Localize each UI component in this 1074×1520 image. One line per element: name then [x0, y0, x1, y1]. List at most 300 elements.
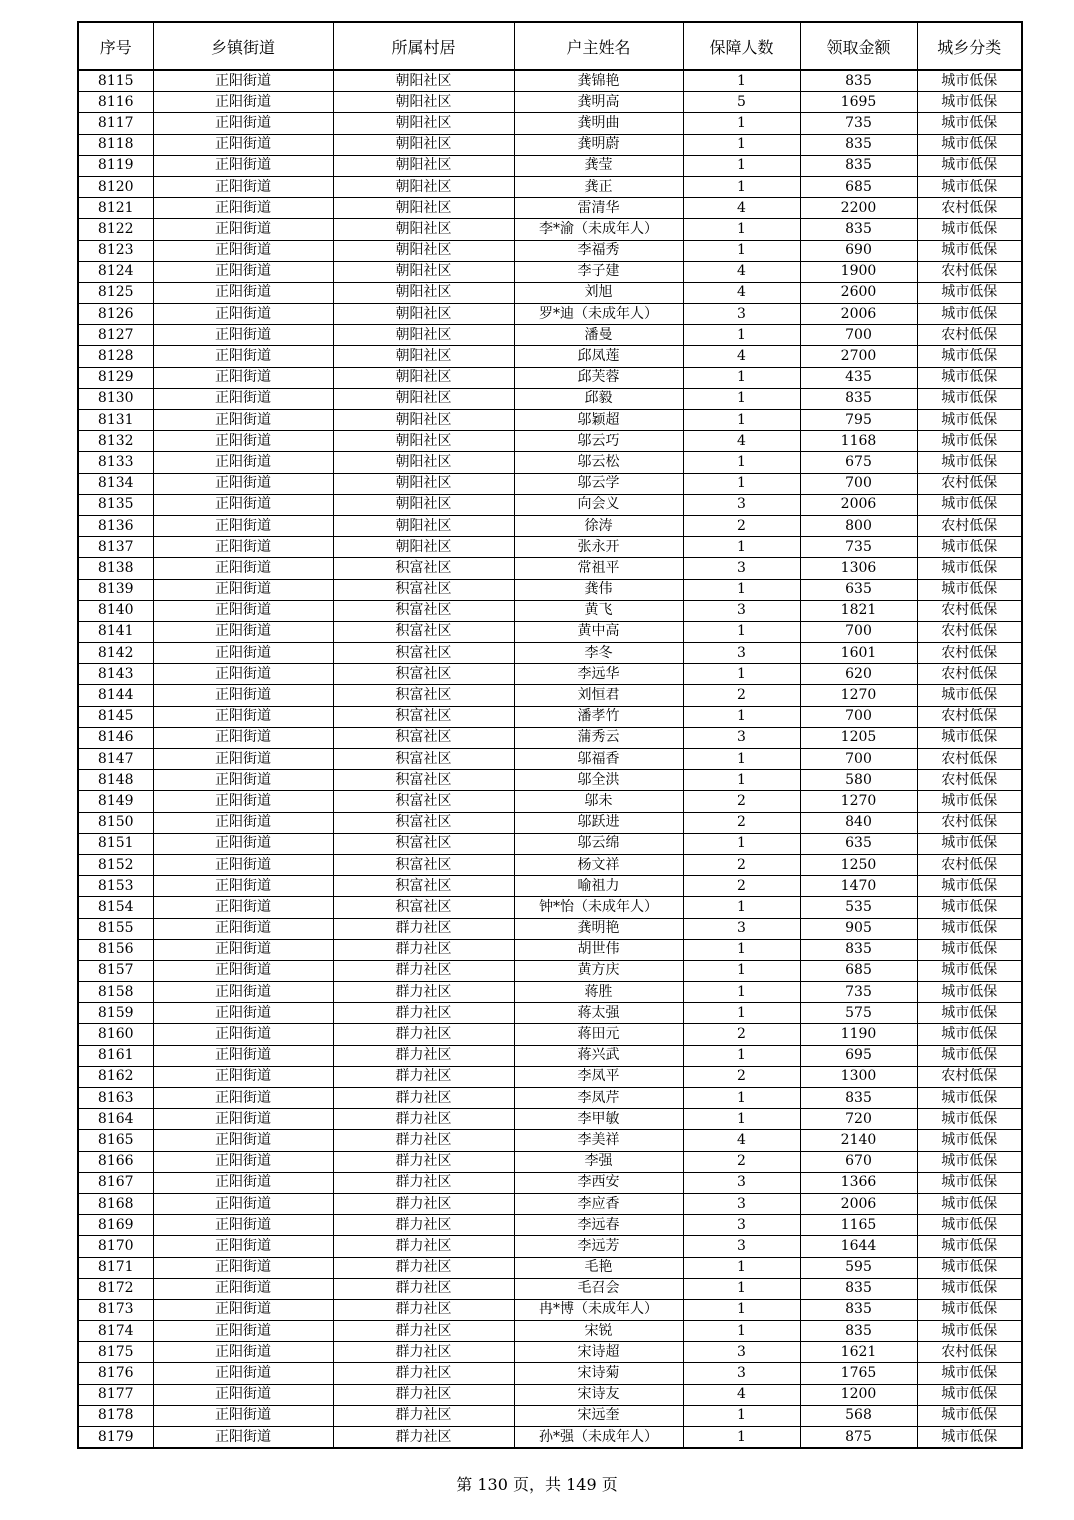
people-count-cell: 3 [683, 1172, 800, 1193]
table-row [78, 113, 1022, 134]
category-cell: 城市低保 [917, 897, 1022, 918]
township-cell: 正阳街道 [153, 558, 333, 579]
township-cell: 正阳街道 [153, 812, 333, 833]
community-cell: 朝阳社区 [333, 70, 514, 92]
people-count-cell: 1 [683, 960, 800, 981]
table-row [78, 833, 1022, 854]
township-cell: 正阳街道 [153, 1172, 333, 1193]
amount-cell: 595 [800, 1257, 917, 1278]
people-count-cell: 3 [683, 918, 800, 939]
people-count-cell: 1 [683, 325, 800, 346]
township-cell: 正阳街道 [153, 897, 333, 918]
people-count-cell: 1 [683, 1003, 800, 1024]
community-cell: 朝阳社区 [333, 219, 514, 240]
community-cell: 积富社区 [333, 664, 514, 685]
header-people-count: 保障人数 [683, 22, 800, 70]
community-cell: 积富社区 [333, 897, 514, 918]
community-cell: 朝阳社区 [333, 537, 514, 558]
householder-cell: 李西安 [514, 1172, 683, 1193]
table-row [78, 1342, 1022, 1363]
table-row [78, 706, 1022, 727]
table-row [78, 304, 1022, 325]
people-count-cell: 1 [683, 367, 800, 388]
amount-cell: 685 [800, 176, 917, 197]
table-row [78, 1236, 1022, 1257]
category-cell: 城市低保 [917, 960, 1022, 981]
community-cell: 群力社区 [333, 1130, 514, 1151]
people-count-cell: 1 [683, 452, 800, 473]
householder-cell: 李甲敏 [514, 1109, 683, 1130]
householder-cell: 李凤芹 [514, 1088, 683, 1109]
community-cell: 朝阳社区 [333, 494, 514, 515]
people-count-cell: 1 [683, 1088, 800, 1109]
township-cell: 正阳街道 [153, 388, 333, 409]
category-cell: 城市低保 [917, 1130, 1022, 1151]
amount-cell: 2200 [800, 198, 917, 219]
people-count-cell: 2 [683, 1024, 800, 1045]
serial-cell: 8177 [78, 1384, 153, 1405]
amount-cell: 1621 [800, 1342, 917, 1363]
people-count-cell: 1 [683, 897, 800, 918]
householder-cell: 邬颖超 [514, 410, 683, 431]
householder-cell: 杨文祥 [514, 854, 683, 875]
table-row [78, 219, 1022, 240]
table-row [78, 1363, 1022, 1384]
township-cell: 正阳街道 [153, 1109, 333, 1130]
householder-cell: 李远春 [514, 1215, 683, 1236]
category-cell: 城市低保 [917, 1045, 1022, 1066]
amount-cell: 835 [800, 388, 917, 409]
amount-cell: 2700 [800, 346, 917, 367]
category-cell: 城市低保 [917, 918, 1022, 939]
serial-cell: 8143 [78, 664, 153, 685]
serial-cell: 8117 [78, 113, 153, 134]
people-count-cell: 1 [683, 1109, 800, 1130]
community-cell: 群力社区 [333, 1024, 514, 1045]
table-row [78, 431, 1022, 452]
people-count-cell: 1 [683, 1405, 800, 1426]
township-cell: 正阳街道 [153, 854, 333, 875]
township-cell: 正阳街道 [153, 92, 333, 113]
people-count-cell: 2 [683, 854, 800, 875]
table-row [78, 1045, 1022, 1066]
township-cell: 正阳街道 [153, 346, 333, 367]
table-row [78, 537, 1022, 558]
serial-cell: 8128 [78, 346, 153, 367]
amount-cell: 2006 [800, 494, 917, 515]
township-cell: 正阳街道 [153, 876, 333, 897]
serial-cell: 8144 [78, 685, 153, 706]
amount-cell: 835 [800, 1299, 917, 1320]
table-row [78, 1151, 1022, 1172]
householder-cell: 李应香 [514, 1193, 683, 1214]
community-cell: 群力社区 [333, 1088, 514, 1109]
table-row [78, 198, 1022, 219]
people-count-cell: 1 [683, 939, 800, 960]
householder-cell: 徐涛 [514, 515, 683, 536]
community-cell: 朝阳社区 [333, 367, 514, 388]
community-cell: 群力社区 [333, 1172, 514, 1193]
township-cell: 正阳街道 [153, 304, 333, 325]
serial-cell: 8129 [78, 367, 153, 388]
category-cell: 农村低保 [917, 1066, 1022, 1087]
serial-cell: 8138 [78, 558, 153, 579]
householder-cell: 邬福香 [514, 749, 683, 770]
householder-cell: 龚正 [514, 176, 683, 197]
householder-cell: 蒋胜 [514, 982, 683, 1003]
serial-cell: 8155 [78, 918, 153, 939]
community-cell: 积富社区 [333, 876, 514, 897]
category-cell: 城市低保 [917, 1278, 1022, 1299]
serial-cell: 8154 [78, 897, 153, 918]
community-cell: 积富社区 [333, 833, 514, 854]
householder-cell: 邱芙蓉 [514, 367, 683, 388]
township-cell: 正阳街道 [153, 643, 333, 664]
township-cell: 正阳街道 [153, 939, 333, 960]
community-cell: 群力社区 [333, 1342, 514, 1363]
township-cell: 正阳街道 [153, 1088, 333, 1109]
amount-cell: 735 [800, 113, 917, 134]
serial-cell: 8175 [78, 1342, 153, 1363]
table-row [78, 1405, 1022, 1426]
table-row [78, 558, 1022, 579]
amount-cell: 695 [800, 1045, 917, 1066]
householder-cell: 黄中高 [514, 621, 683, 642]
table-row [78, 897, 1022, 918]
serial-cell: 8133 [78, 452, 153, 473]
amount-cell: 568 [800, 1405, 917, 1426]
amount-cell: 835 [800, 1088, 917, 1109]
table-row [78, 1427, 1022, 1449]
householder-cell: 邱凤莲 [514, 346, 683, 367]
table-row [78, 1215, 1022, 1236]
people-count-cell: 3 [683, 304, 800, 325]
township-cell: 正阳街道 [153, 579, 333, 600]
amount-cell: 835 [800, 939, 917, 960]
community-cell: 群力社区 [333, 1151, 514, 1172]
amount-cell: 1270 [800, 685, 917, 706]
township-cell: 正阳街道 [153, 1342, 333, 1363]
township-cell: 正阳街道 [153, 1236, 333, 1257]
township-cell: 正阳街道 [153, 960, 333, 981]
householder-cell: 蒋太强 [514, 1003, 683, 1024]
householder-cell: 龚明曲 [514, 113, 683, 134]
table-row [78, 1003, 1022, 1024]
householder-cell: 邱毅 [514, 388, 683, 409]
amount-cell: 1695 [800, 92, 917, 113]
township-cell: 正阳街道 [153, 1299, 333, 1320]
township-cell: 正阳街道 [153, 367, 333, 388]
category-cell: 城市低保 [917, 282, 1022, 303]
serial-cell: 8147 [78, 749, 153, 770]
table-row [78, 155, 1022, 176]
serial-cell: 8152 [78, 854, 153, 875]
amount-cell: 1250 [800, 854, 917, 875]
householder-cell: 喻祖力 [514, 876, 683, 897]
community-cell: 朝阳社区 [333, 325, 514, 346]
community-cell: 群力社区 [333, 1363, 514, 1384]
serial-cell: 8149 [78, 791, 153, 812]
page-footer: 第 130 页，共 149 页 [456, 1475, 618, 1494]
township-cell: 正阳街道 [153, 1405, 333, 1426]
serial-cell: 8122 [78, 219, 153, 240]
table-row [78, 346, 1022, 367]
header-community: 所属村居 [333, 22, 514, 70]
people-count-cell: 3 [683, 1236, 800, 1257]
serial-cell: 8173 [78, 1299, 153, 1320]
serial-cell: 8159 [78, 1003, 153, 1024]
township-cell: 正阳街道 [153, 325, 333, 346]
community-cell: 朝阳社区 [333, 282, 514, 303]
community-cell: 群力社区 [333, 960, 514, 981]
householder-cell: 常祖平 [514, 558, 683, 579]
people-count-cell: 4 [683, 1130, 800, 1151]
householder-cell: 龚明高 [514, 92, 683, 113]
people-count-cell: 1 [683, 664, 800, 685]
amount-cell: 1205 [800, 727, 917, 748]
header-category: 城乡分类 [917, 22, 1022, 70]
community-cell: 朝阳社区 [333, 113, 514, 134]
householder-cell: 邬跃进 [514, 812, 683, 833]
category-cell: 农村低保 [917, 600, 1022, 621]
amount-cell: 1470 [800, 876, 917, 897]
serial-cell: 8130 [78, 388, 153, 409]
amount-cell: 835 [800, 1321, 917, 1342]
table-header [78, 22, 1022, 70]
serial-cell: 8158 [78, 982, 153, 1003]
table-row [78, 770, 1022, 791]
serial-cell: 8135 [78, 494, 153, 515]
header-row [78, 22, 1022, 70]
householder-cell: 李强 [514, 1151, 683, 1172]
amount-cell: 1900 [800, 261, 917, 282]
category-cell: 城市低保 [917, 685, 1022, 706]
amount-cell: 2006 [800, 1193, 917, 1214]
amount-cell: 1366 [800, 1172, 917, 1193]
serial-cell: 8156 [78, 939, 153, 960]
township-cell: 正阳街道 [153, 282, 333, 303]
householder-cell: 李凤平 [514, 1066, 683, 1087]
community-cell: 群力社区 [333, 918, 514, 939]
category-cell: 城市低保 [917, 1299, 1022, 1320]
serial-cell: 8160 [78, 1024, 153, 1045]
people-count-cell: 3 [683, 600, 800, 621]
community-cell: 积富社区 [333, 579, 514, 600]
category-cell: 城市低保 [917, 1193, 1022, 1214]
category-cell: 农村低保 [917, 473, 1022, 494]
community-cell: 群力社区 [333, 1045, 514, 1066]
category-cell: 城市低保 [917, 1024, 1022, 1045]
householder-cell: 李冬 [514, 643, 683, 664]
table-row [78, 452, 1022, 473]
amount-cell: 675 [800, 452, 917, 473]
township-cell: 正阳街道 [153, 515, 333, 536]
amount-cell: 435 [800, 367, 917, 388]
amount-cell: 835 [800, 1278, 917, 1299]
householder-cell: 李远华 [514, 664, 683, 685]
category-cell: 城市低保 [917, 1236, 1022, 1257]
people-count-cell: 1 [683, 134, 800, 155]
township-cell: 正阳街道 [153, 494, 333, 515]
township-cell: 正阳街道 [153, 600, 333, 621]
amount-cell: 720 [800, 1109, 917, 1130]
householder-cell: 龚伟 [514, 579, 683, 600]
amount-cell: 835 [800, 219, 917, 240]
householder-cell: 潘曼 [514, 325, 683, 346]
householder-cell: 毛艳 [514, 1257, 683, 1278]
category-cell: 城市低保 [917, 876, 1022, 897]
serial-cell: 8148 [78, 770, 153, 791]
header-serial: 序号 [78, 22, 153, 70]
people-count-cell: 1 [683, 770, 800, 791]
people-count-cell: 3 [683, 1342, 800, 1363]
householder-cell: 龚明艳 [514, 918, 683, 939]
serial-cell: 8115 [78, 70, 153, 92]
householder-cell: 黄飞 [514, 600, 683, 621]
header-amount: 领取金额 [800, 22, 917, 70]
table-row [78, 494, 1022, 515]
community-cell: 群力社区 [333, 1405, 514, 1426]
amount-cell: 1190 [800, 1024, 917, 1045]
table-row [78, 367, 1022, 388]
householder-cell: 蒲秀云 [514, 727, 683, 748]
community-cell: 群力社区 [333, 1236, 514, 1257]
table-row [78, 1130, 1022, 1151]
householder-cell: 宋锐 [514, 1321, 683, 1342]
township-cell: 正阳街道 [153, 1257, 333, 1278]
township-cell: 正阳街道 [153, 473, 333, 494]
community-cell: 朝阳社区 [333, 155, 514, 176]
table-row [78, 1109, 1022, 1130]
serial-cell: 8150 [78, 812, 153, 833]
householder-cell: 李远芳 [514, 1236, 683, 1257]
amount-cell: 635 [800, 833, 917, 854]
serial-cell: 8126 [78, 304, 153, 325]
table-row [78, 600, 1022, 621]
township-cell: 正阳街道 [153, 1024, 333, 1045]
township-cell: 正阳街道 [153, 706, 333, 727]
category-cell: 城市低保 [917, 494, 1022, 515]
amount-cell: 1300 [800, 1066, 917, 1087]
householder-cell: 李福秀 [514, 240, 683, 261]
table-row [78, 1088, 1022, 1109]
community-cell: 积富社区 [333, 706, 514, 727]
community-cell: 积富社区 [333, 600, 514, 621]
people-count-cell: 3 [683, 643, 800, 664]
table-row [78, 1299, 1022, 1320]
amount-cell: 1200 [800, 1384, 917, 1405]
table-row [78, 134, 1022, 155]
township-cell: 正阳街道 [153, 1130, 333, 1151]
serial-cell: 8170 [78, 1236, 153, 1257]
amount-cell: 700 [800, 473, 917, 494]
category-cell: 城市低保 [917, 367, 1022, 388]
amount-cell: 690 [800, 240, 917, 261]
serial-cell: 8136 [78, 515, 153, 536]
people-count-cell: 1 [683, 621, 800, 642]
category-cell: 城市低保 [917, 219, 1022, 240]
category-cell: 城市低保 [917, 791, 1022, 812]
category-cell: 农村低保 [917, 854, 1022, 875]
category-cell: 农村低保 [917, 1342, 1022, 1363]
people-count-cell: 1 [683, 749, 800, 770]
serial-cell: 8137 [78, 537, 153, 558]
township-cell: 正阳街道 [153, 1384, 333, 1405]
category-cell: 城市低保 [917, 558, 1022, 579]
township-cell: 正阳街道 [153, 431, 333, 452]
category-cell: 城市低保 [917, 1427, 1022, 1449]
township-cell: 正阳街道 [153, 1045, 333, 1066]
householder-cell: 邬云绵 [514, 833, 683, 854]
people-count-cell: 1 [683, 1427, 800, 1449]
table-row [78, 410, 1022, 431]
serial-cell: 8162 [78, 1066, 153, 1087]
amount-cell: 1306 [800, 558, 917, 579]
amount-cell: 905 [800, 918, 917, 939]
amount-cell: 795 [800, 410, 917, 431]
table-row [78, 749, 1022, 770]
serial-cell: 8119 [78, 155, 153, 176]
people-count-cell: 1 [683, 70, 800, 92]
community-cell: 朝阳社区 [333, 240, 514, 261]
header-township: 乡镇街道 [153, 22, 333, 70]
table-row [78, 791, 1022, 812]
serial-cell: 8169 [78, 1215, 153, 1236]
category-cell: 城市低保 [917, 537, 1022, 558]
township-cell: 正阳街道 [153, 1215, 333, 1236]
community-cell: 朝阳社区 [333, 452, 514, 473]
category-cell: 城市低保 [917, 939, 1022, 960]
serial-cell: 8141 [78, 621, 153, 642]
serial-cell: 8145 [78, 706, 153, 727]
householder-cell: 孙*强（未成年人） [514, 1427, 683, 1449]
people-count-cell: 1 [683, 113, 800, 134]
amount-cell: 2140 [800, 1130, 917, 1151]
people-count-cell: 5 [683, 92, 800, 113]
householder-cell: 雷清华 [514, 198, 683, 219]
table-row [78, 1257, 1022, 1278]
category-cell: 城市低保 [917, 1003, 1022, 1024]
amount-cell: 875 [800, 1427, 917, 1449]
householder-cell: 蒋兴武 [514, 1045, 683, 1066]
amount-cell: 835 [800, 70, 917, 92]
serial-cell: 8172 [78, 1278, 153, 1299]
community-cell: 群力社区 [333, 982, 514, 1003]
township-cell: 正阳街道 [153, 176, 333, 197]
category-cell: 城市低保 [917, 70, 1022, 92]
township-cell: 正阳街道 [153, 1321, 333, 1342]
amount-cell: 580 [800, 770, 917, 791]
serial-cell: 8168 [78, 1193, 153, 1214]
township-cell: 正阳街道 [153, 791, 333, 812]
amount-cell: 1168 [800, 431, 917, 452]
community-cell: 积富社区 [333, 643, 514, 664]
category-cell: 城市低保 [917, 388, 1022, 409]
people-count-cell: 1 [683, 176, 800, 197]
category-cell: 农村低保 [917, 664, 1022, 685]
householder-cell: 刘恒君 [514, 685, 683, 706]
township-cell: 正阳街道 [153, 240, 333, 261]
table-row [78, 876, 1022, 897]
householder-cell: 龚明蔚 [514, 134, 683, 155]
amount-cell: 1644 [800, 1236, 917, 1257]
householder-cell: 邬未 [514, 791, 683, 812]
serial-cell: 8142 [78, 643, 153, 664]
people-count-cell: 2 [683, 1066, 800, 1087]
township-cell: 正阳街道 [153, 1003, 333, 1024]
community-cell: 群力社区 [333, 1427, 514, 1449]
serial-cell: 8174 [78, 1321, 153, 1342]
